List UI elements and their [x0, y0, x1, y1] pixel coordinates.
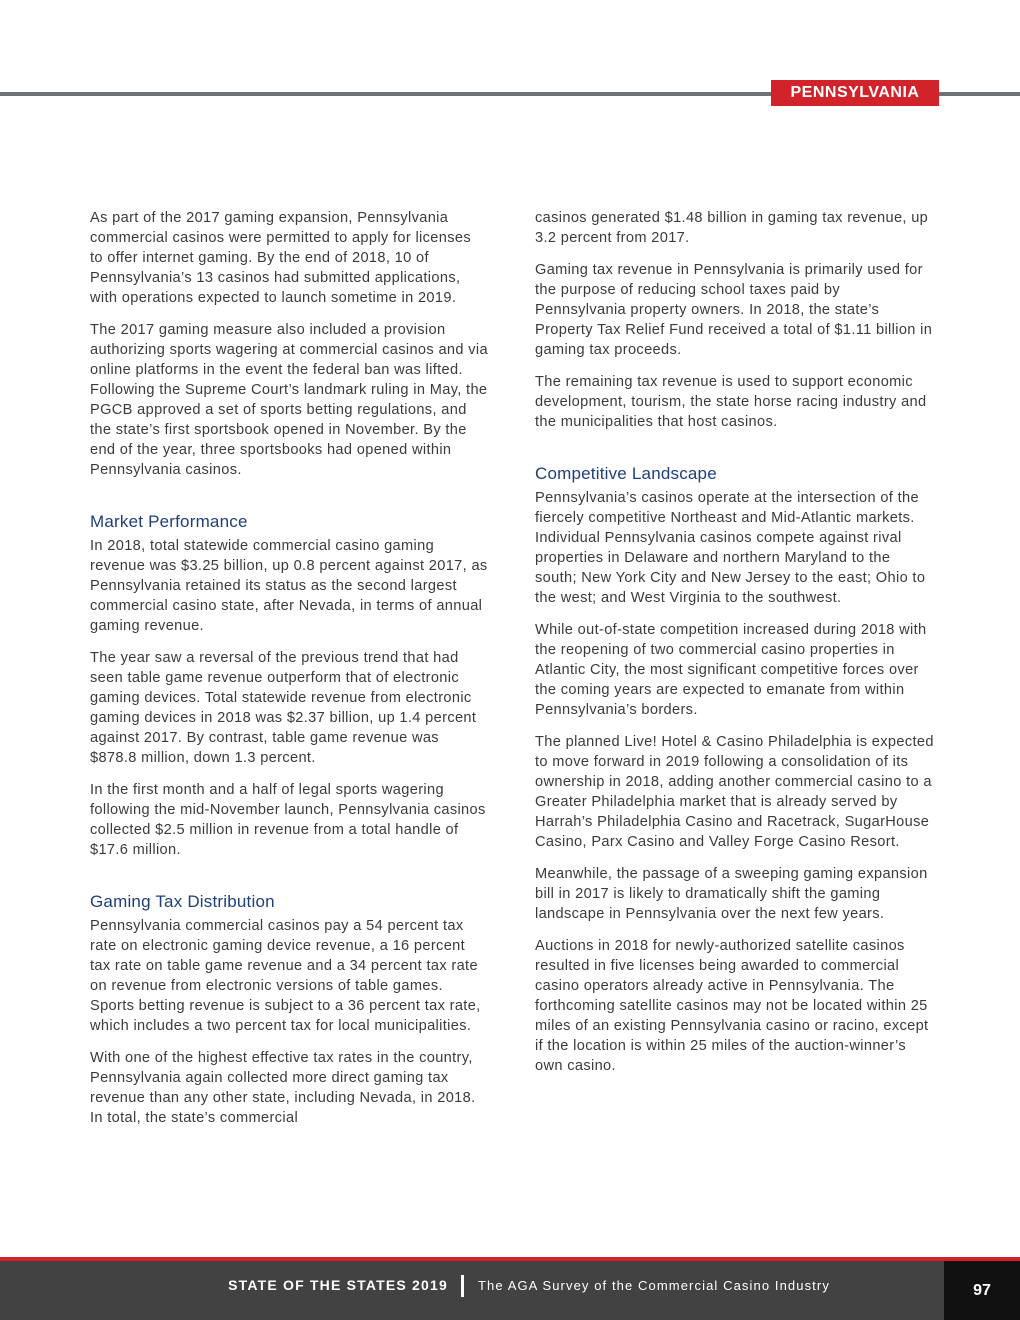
paragraph: The year saw a reversal of the previous trend that had seen table game revenue outperform that of electronic gaming devices. Total statewide revenue from electronic gaming devices in 2018 was $2.37 billion, up 1.4 percent against 2017. By contrast, table game revenue was $878.8 million, down 1.3 percent. [90, 650, 477, 766]
paragraph: In the first month and a half of legal sports wagering following the mid-November launch, Pennsylvania casinos collected $2.5 million in revenue from a total handle of $17.6 million. [90, 782, 486, 858]
paragraph: While out-of-state competition increased during 2018 with the reopening of two commercial casino properties in Atlantic City, the most significant competitive forces over the coming years are expected to emanate from within Pennsylvania’s borders. [535, 622, 927, 718]
paragraph: Pennsylvania commercial casinos pay a 54 percent tax rate on electronic gaming device revenue, a 16 percent tax rate on table game revenue and a 34 percent tax rate on revenue from electronic versions of table games. Sports betting revenue is subject to a 36 percent tax rate, which includes a two percent tax for local municipalities. [90, 918, 481, 1034]
paragraph: The remaining tax revenue is used to support economic development, tourism, the state horse racing industry and the municipalities that host casinos. [535, 374, 927, 430]
paragraph: Gaming tax revenue in Pennsylvania is primarily used for the purpose of reducing school taxes paid by Pennsylvania property owners. In 2018, the state’s Property Tax Relief Fund received a total of $1.11 billion in gaming tax proceeds. [535, 262, 933, 358]
footer-title: STATE OF THE STATES 2019 [228, 1277, 448, 1293]
paragraph: Pennsylvania’s casinos operate at the intersection of the fiercely competitive Northeast and Mid-Atlantic markets. Individual Pennsylvania casinos compete against rival properties in Delaware and northern Maryland to the south; New York City and New Jersey to the east; Ohio to the west; and West Virginia to the southwest. [535, 490, 926, 606]
paragraph: Meanwhile, the passage of a sweeping gaming expansion bill in 2017 is likely to dramatically shift the gaming landscape in Pennsylvania over the next few years. [535, 866, 928, 922]
state-tag: PENNSYLVANIA [771, 80, 939, 106]
section-heading-competitive-landscape: Competitive Landscape [535, 464, 717, 483]
section-heading-gaming-tax-distribution: Gaming Tax Distribution [90, 892, 275, 911]
paragraph: As part of the 2017 gaming expansion, Pennsylvania commercial casinos were permitted to apply for licenses to offer internet gaming. By the end of 2018, 10 of Pennsylvania’s 13 casinos had submitted applications, with operations expected to launch sometime in 2019. [90, 210, 471, 306]
footer-separator [461, 1275, 464, 1297]
paragraph: The 2017 gaming measure also included a provision authorizing sports wagering at commercial casinos and via online platforms in the event the federal ban was lifted. Following the Supreme Court’s landmark ruling in May, the PGCB approved a set of sports betting regulations, and the state’s first sportsbook opened in November. By the end of the year, three sportsbooks had opened within Pennsylvania casinos. [90, 322, 488, 478]
paragraph: In 2018, total statewide commercial casino gaming revenue was $3.25 billion, up 0.8 percent against 2017, as Pennsylvania retained its status as the second largest commercial casino state, after Nevada, in terms of annual gaming revenue. [90, 538, 488, 634]
paragraph: Auctions in 2018 for newly-authorized satellite casinos resulted in five licenses being awarded to commercial casino operators already active in Pennsylvania. The forthcoming satellite casinos may not be located within 25 miles of an existing Pennsylvania casino or racino, except if the location is within 25 miles of the auction-winner’s own casino. [535, 938, 929, 1074]
paragraph: casinos generated $1.48 billion in gaming tax revenue, up 3.2 percent from 2017. [535, 210, 929, 246]
paragraph: The planned Live! Hotel & Casino Philadelphia is expected to move forward in 2019 following a consolidation of its ownership in 2018, adding another commercial casino to a Greater Philadelphia market that is already served by Harrah’s Philadelphia Casino and Racetrack, SugarHouse Casino, Parx Casino and Valley Forge Casino Resort. [535, 734, 934, 850]
footer-subtitle: The AGA Survey of the Commercial Casino Industry [478, 1278, 830, 1293]
right-column [535, 208, 935, 1088]
left-column [90, 208, 488, 1140]
page-number: 97 [944, 1261, 1020, 1320]
paragraph: With one of the highest effective tax rates in the country, Pennsylvania again collected more direct gaming tax revenue than any other state, including Nevada, in 2018. In total, the state’s commercial [90, 1050, 476, 1126]
section-heading-market-performance: Market Performance [90, 512, 248, 531]
